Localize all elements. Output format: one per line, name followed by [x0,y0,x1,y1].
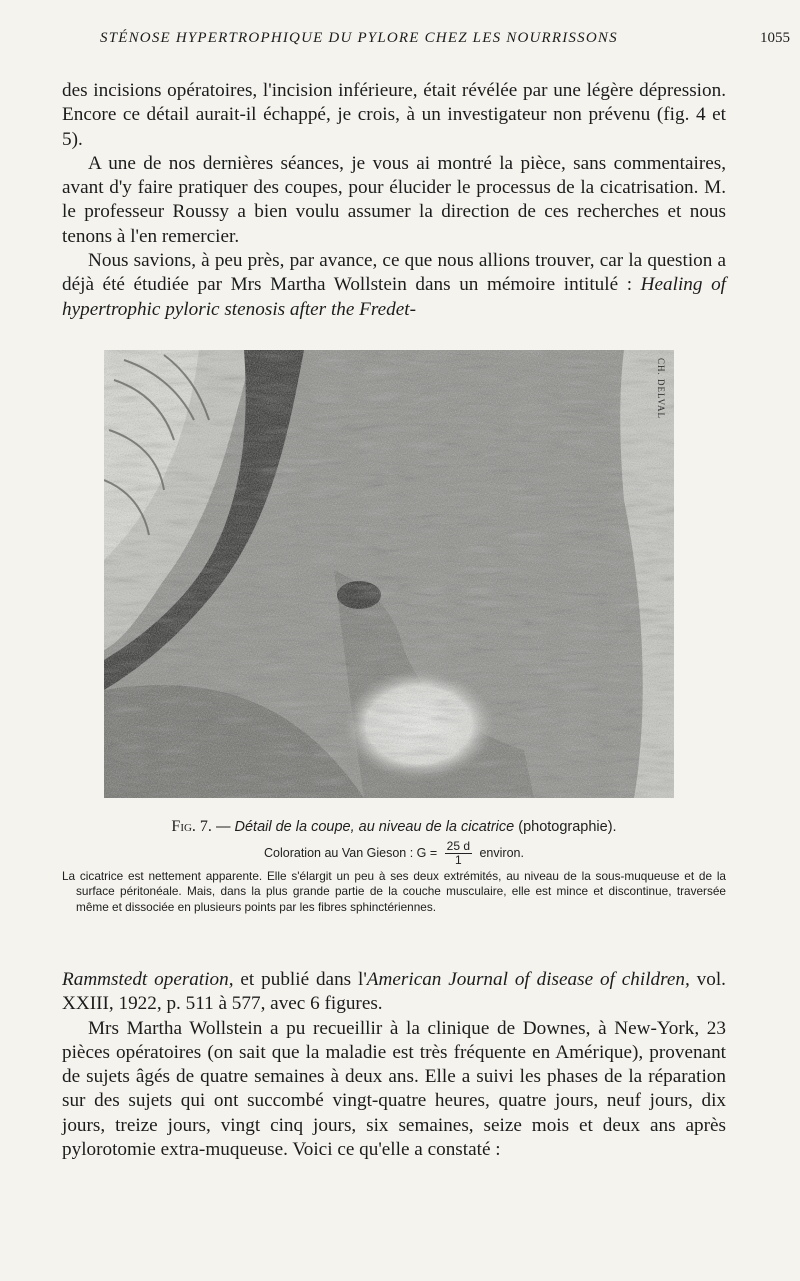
stain-text: Coloration au Van Gieson : G = [264,845,438,860]
operation-name: Rammstedt operation, [62,969,234,990]
caption-title-line [62,818,726,836]
caption-title-suffix: (photographie). [518,819,617,835]
paragraph-5: Mrs Martha Wollstein a pu recueillir à la clinique de Downes, à New-York, 23 pièces opératoires (on sait que la maladie est très fréquente en Amérique), provenant de sujets âgés de quatre semaines à deux ans. Elle a suivi les phases de la réparation sur des sujets qui ont succombé vingt-quatre heures, quatre jours, neuf jours, dix jours, treize jours, vingt cinq jours, six semaines, seize mois et deux ans après pylorotomie extra-muqueuse. Voici ce qu'elle a constaté : [62,1017,726,1161]
mag-suffix: environ. [479,845,524,860]
running-head [100,30,790,47]
mag-numerator: 25 d [446,839,470,853]
caption-title: Détail de la coupe, au niveau de la cicatrice [234,819,515,835]
figure-label: Fig. 7. [171,818,212,835]
body-text-top [62,79,726,322]
paragraph-4-text-1: et publié dans l' [233,969,367,990]
micrograph-figure [104,350,674,798]
paragraph-3-text: Nous savions, à peu près, par avance, ce que nous allions trouver, car la question a déjà été étudiée par Mrs Martha Wollstein dans un mémoire intitulé : [62,250,726,296]
photo-credit: CH. DELVAL [656,358,666,420]
body-text-bottom [62,968,726,1162]
journal-name: American Journal of disease of children, [366,969,690,990]
paragraph-3 [62,249,726,322]
magnification-fraction [445,840,472,867]
page-number: 1055 [760,30,790,46]
paragraph-1: des incisions opératoires, l'incision inférieure, était révélée par une légère dépression. Encore ce détail aurait-il échappé, je crois, à un investigateur non prévenu (fig. 4 et 5). [62,80,726,150]
caption-description-text: La cicatrice est nettement apparente. Elle s'élargit un peu à ses deux extrémités, au niveau de la sous-muqueuse et de la surface péritonéale. Mais, dans la plus grande partie de la couche musculaire, elle est mince et discontinue, traversée même et dissociée en plusieurs points par les fibres sphinctériennes. [62,869,726,914]
figure-caption [62,818,726,915]
paragraph-2: A une de nos dernières séances, je vous ai montré la pièce, sans commentaires, avant d'y faire pratiquer des coupes, pour élucider le processus de la cicatrisation. M. le professeur Roussy a bien voulu assumer la direction de ces recherches et nous tenons à l'en remercier. [62,152,726,247]
mag-denominator: 1 [454,853,462,867]
caption-stain-line [62,840,726,867]
caption-description [62,869,726,915]
running-title: STÉNOSE HYPERTROPHIQUE DU PYLORE CHEZ LES NOURRISSONS [100,30,618,46]
paragraph-4 [62,968,726,1017]
article-title-start: Healing of hypertrophic pyloric stenosis after the Fredet- [62,274,726,320]
micrograph-photo [104,350,674,798]
paragraph-4-text-2: vol. XXIII, 1922, p. 511 à 577, avec 6 figures. [62,969,726,1015]
caption-dash: — [215,819,231,835]
